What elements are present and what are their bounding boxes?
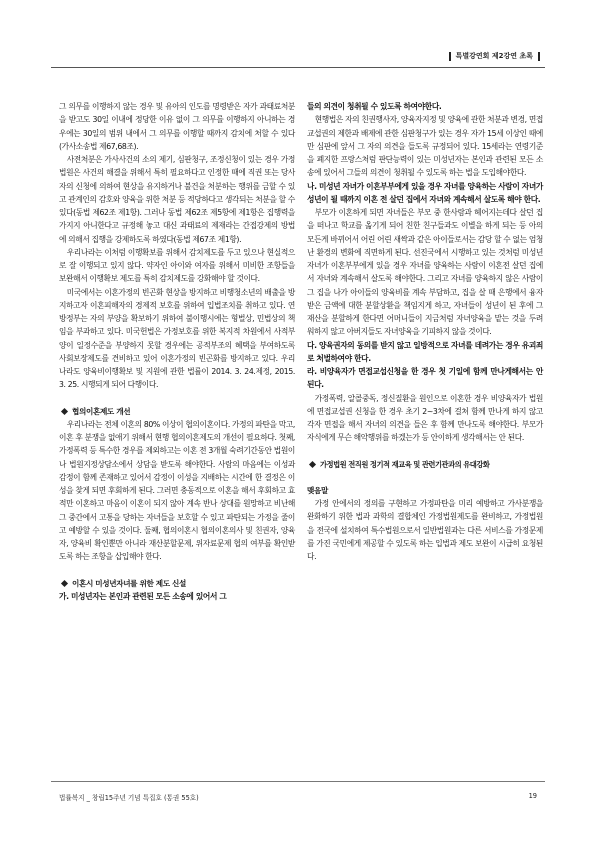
subheading: 가. 미성년자는 본인과 관련된 모든 소송에 있어서 그: [59, 591, 227, 601]
subheading: 나. 미성년 자녀가 이혼부부에게 있을 경우 자녀를 양육하는 사람이 자녀가 성년이 될 때까지 이혼 전 살던 집에서 자녀와 계속해서 살도록 해야 한다.: [307, 181, 543, 204]
paragraph: 그 의무를 이행하지 않는 경우 및 유아의 인도를 명령받은 자가 과태료처분을 받고도 30일 이내에 정당한 이유 없이 그 의무를 이행하지 아니하는 경우에는 30일의 범위 내에서 그 의무를 이행할 때까지 감치에 처할 수 있다(가사소송법 제67,68조).: [59, 102, 295, 151]
paragraph: 사전처분은 가사사건의 소의 제기, 심판청구, 조정신청이 있는 경우 가정법원은 사건의 해결을 위해서 특히 필요하다고 인정한 때에 직권 또는 당사자의 신청에 의하여 현상을 유지하거나 불건을 처분하는 행위를 금할 수 있고 관계인의 감호와 양육을 위한 처분 등 적당하다고 생각되는 처분을 할 수 있다(동법 제62조 제1항). 그러나 동법 제62조 제5항에 제1항은 집행력을 가지지 아니한다고 규정해 놓고 대신 과태료의 제재라는 간접강제의 방법에 의해서 집행을 강제하도록 하였다(동법 제67조 제1항).: [59, 155, 295, 244]
paragraph: 부모가 이혼하게 되면 자녀들은 부모 중 한사람과 헤어지는데다 살던 집을 떠나고 학교를 옮기게 되어 친한 친구들과도 이별을 하게 되는 등 아의 모든게 바뀌어서 어린 어린 새싹과 같은 아이들로서는 감당 할 수 없는 엄청난 환경의 변화에 직면하게 된다. 선진국에서 시행하고 있는 것처럼 미성년자녀가 이혼부부에게 있을 경우 자녀를 양육하는 사람이 이혼전 살던 집에서 자녀와 계속해서 살도록 해야한다. 그리고 자녀를 양육하지 않은 사람이 그 집을 나가 아이들의 양육비를 계속 부담하고, 집을 살 때 은행에서 융자받은 금액에 대한 분할상환을 책임지게 하고, 자녀들이 성년이 된 후에 그 재산을 분할하게 한다면 어머니들이 지금처럼 자녀양육을 맡는 것을 두려워하지 않고 아버지들도 자녀양육을 기피하지 않을 것이다.: [307, 208, 543, 337]
paragraph: 우리나라는 전체 이혼의 80% 이상이 협의이혼이다. 가정의 파탄을 막고, 이혼 후 분쟁을 없애기 위해서 현행 협의이혼제도의 개선이 필요하다. 첫째, 가정폭력 등 특수한 경우를 제외하고는 이혼 전 3개월 숙려기간동안 법원이나 법원지정상담소에서 상담을 받도록 해야한다. 사람의 마음에는 이성과 감정이 함께 존재하고 있어서 감정이 이성을 지배하는 시간에 한 결정은 이성을 찾게 되면 후회하게 된다. 그러면 충동적으로 이혼을 해서 후회하고 효적만 이혼하고 마음이 이혼이 되지 않아 계속 반나 상대를 원망하고 비난해 그 중간에서 고통을 당하는 자녀들을 보호할 수 있고 파탄되는 가정을 줄이고 예방할 수 있을 것이다. 둘째, 협의이혼시 협의이혼의사 및 친권자, 양육자, 양육비 확인뿐만 아니라 재산분할문제, 위자료문제 협의 여부를 확인받도록 하는 조항을 삽입해야 한다.: [59, 419, 295, 562]
diamond-bullet-icon: [309, 460, 316, 467]
page-number: 19: [528, 792, 537, 800]
paragraph: 가정폭력, 알콜중독, 정신질환을 원인으로 이혼한 경우 비양육자가 법원에 면접교섭권 신청을 한 경우 초기 2~3차에 걸쳐 함께 만나게 하지 않고 각자 면접을 해서 자녀의 의견을 들은 후 함께 만나도록 해야한다. 부모가 자식에게 무슨 해악행위를 하겠는가 등 안이하게 생각해서는 안 된다.: [307, 393, 543, 443]
paragraph: 현행법은 자의 친권행사자, 양육자지정 및 양육에 관한 처분과 변경, 면접교섭권의 제한과 배제에 관한 심판청구가 있는 경우 자가 15세 이상인 때에만 심판에 앞서 그 자의 의견을 들도록 규정되어 있다. 15세라는 연령기준을 폐지한 프랑스처럼 판단능력이 있는 미성년자는 본인과 관련된 모든 소송에 있어서 그들의 의견이 청취될 수 있도록 하는 법을 도입해야한다.: [307, 115, 543, 178]
section-heading: 협의이혼제도 개선: [59, 405, 295, 418]
paragraph: 우리나라는 이처럼 이행확보를 위해서 감치제도를 두고 있으나 현실적으로 잘 이행되고 있지 않다. 약자인 아이와 여자를 위해서 미비한 조항들을 보완해서 이행확보 제도를 특히 감치제도를 강화해야 할 것이다.: [59, 247, 295, 284]
subheading: 라. 비양육자가 면접교섭신청을 한 경우 첫 기일에 함께 만나게해서는 안 된다.: [307, 367, 543, 390]
diamond-bullet-icon: [61, 407, 68, 414]
subheading: 들의 의견이 청취될 수 있도록 하여야한다.: [307, 102, 442, 111]
tag-bar-right: [538, 52, 540, 61]
footer-rule: [51, 781, 545, 782]
subheading: 다. 양육권자의 동의를 받지 않고 일방적으로 자녀를 데려가는 경우 유괴죄로 처벌하여야 한다.: [307, 340, 543, 363]
right-column: [307, 100, 543, 563]
tag-bar-left: [449, 52, 451, 61]
left-column: [59, 100, 295, 603]
section-tag-label: 특별강연회 제2강연 초록: [455, 52, 533, 60]
paragraph: 가정 안에서의 정의를 구현하고 가정파탄을 미리 예방하고 가사분쟁을 완화하기 위한 법과 과학의 결합체인 가정법원제도를 완비하고, 가정법원을 전국에 설치하여 특수법원으로서 일반법원과는 다른 서비스를 가정문제를 가진 국민에게 제공할 수 있도록 하는 입법과 제도 보완이 시급히 요청된다.: [307, 499, 543, 561]
section-heading: 맺음말: [307, 485, 328, 495]
paragraph: 미국에서는 이혼가정의 빈곤화 현상을 방지하고 비행청소년의 배출을 방지하고자 이혼피해자의 경제적 보호를 위하여 입법조치를 취하고 있다. 연방정부는 자의 부양을 확보하기 위하여 불이행시에는 형벌상, 민법상의 책임을 부과하고 있다. 미국헌법은 가정보호를 위한 복지적 차원에서 사적부양이 일정수준을 부양하지 못할 경우에는 공적부조의 혜택을 부여하도록 사회보장제도를 견비하고 있어 이혼가정의 빈곤화를 방지하고 있다. 우리나라도 양육비이행확보 및 지원에 관한 법률이 2014. 3. 24.제정, 2015. 3. 25. 시행되게 되어 다행이다.: [59, 287, 295, 390]
header-rule: [51, 67, 545, 68]
publication-info: 법률복지 _ 창립15주년 기념 특집호 (통권 55호): [59, 794, 199, 802]
diamond-bullet-icon: [61, 579, 68, 586]
section-heading: 가정법원 전직원 정기적 재교육 및 관련기관과의 유대강화: [307, 458, 543, 471]
section-tag: [444, 49, 545, 63]
section-heading: 이혼시 미성년자녀를 위한 제도 신설: [59, 577, 295, 590]
